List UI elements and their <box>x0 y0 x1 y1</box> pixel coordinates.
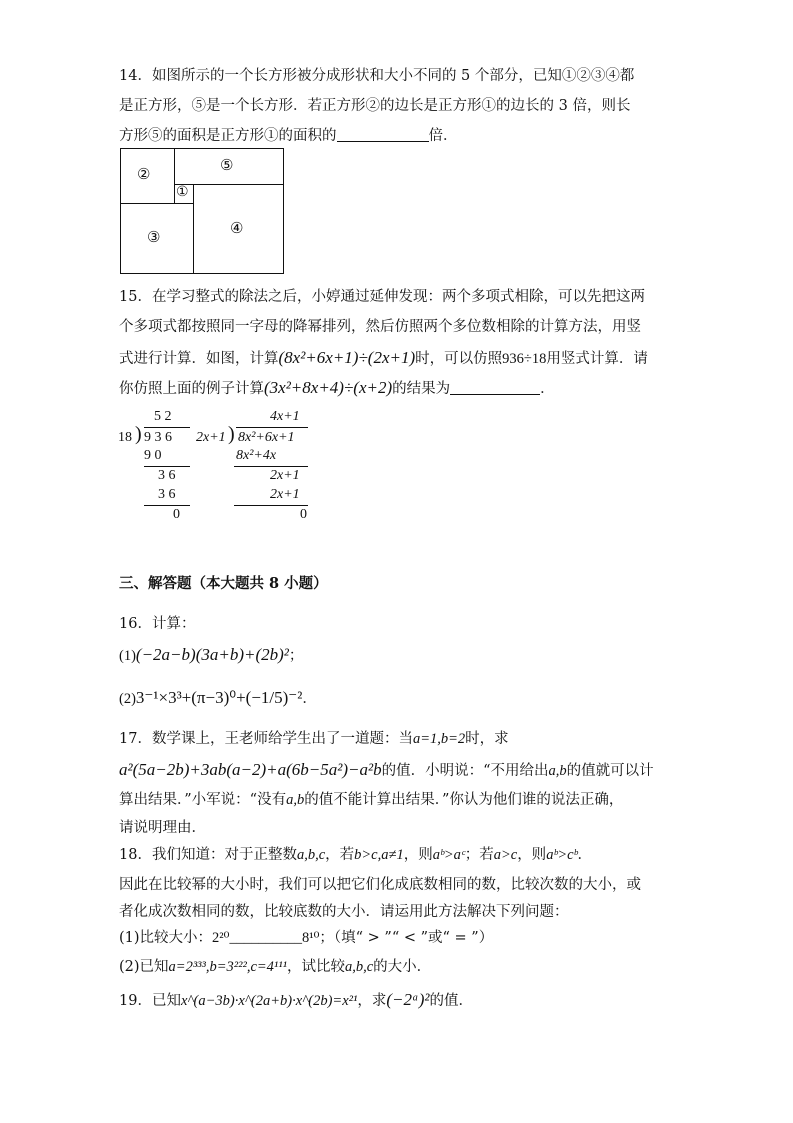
q19-text: 的值． <box>429 993 473 1009</box>
div-num-dividend: 9 3 6 <box>144 430 172 445</box>
label-5: ⑤ <box>220 156 234 174</box>
q15-expression: (8x²+6x+1)÷(2x+1) <box>278 348 416 367</box>
q15-text: 的结果为 <box>392 381 451 397</box>
q15-text: 用竖式计算．请 <box>546 351 648 367</box>
q18-part-2 <box>119 957 431 977</box>
q15-task-expression: (3x²+8x+4)÷(x+2) <box>264 378 393 397</box>
q17-line-3 <box>119 790 623 810</box>
division-bracket: ) <box>135 423 142 445</box>
div-num-quotient: 5 2 <box>154 409 172 424</box>
div-poly-quotient: 4x+1 <box>270 409 300 424</box>
q17-text: 的值．小明说：“不用给出 <box>381 763 549 779</box>
q18-line-2: 因此在比较幂的大小时，我们可以把它们化成底数相同的数，比较次数的大小，或 <box>119 877 641 893</box>
q18-condition: b>c,a≠1 <box>354 847 404 863</box>
q18-variables: a,b,c <box>344 959 374 975</box>
q17-line-4: 请说明理由． <box>119 820 206 836</box>
q15-text: 时，可以仿照 <box>415 351 503 367</box>
q18-text: (2)已知 <box>119 959 169 975</box>
div-poly-divisor: 2x+1 <box>196 430 226 445</box>
q14-text: 方形⑤的面积是正方形①的面积的 <box>119 128 337 144</box>
q18-power-left: 2²⁰ <box>212 930 230 946</box>
q17-text: 的值就可以计 <box>566 763 654 779</box>
q18-line-1 <box>119 845 592 865</box>
q18-text: ，若 <box>325 847 355 863</box>
q15-line-1: 15．在学习整式的除法之后，小婷通过延伸发现：两个多项式相除，可以先把这两 <box>119 289 645 305</box>
section-heading: 三、解答题（本大题共 8 小题） <box>119 575 328 592</box>
punct: ； <box>288 648 304 664</box>
q18-result: aᵇ>aᶜ <box>432 847 465 863</box>
div-poly-remainder2: 0 <box>300 507 307 522</box>
q18-definitions: a=2³³³,b=3²²²,c=4¹¹¹ <box>168 959 287 975</box>
long-division-figure <box>118 406 318 524</box>
q14-line-1: 14．如图所示的一个长方形被分成形状和大小不同的 5 个部分，已知①②③④都 <box>119 68 635 84</box>
q14-line-3 <box>119 126 458 146</box>
q18-condition: a>c <box>493 847 518 863</box>
division-bar <box>144 427 190 428</box>
label-4: ④ <box>230 219 244 237</box>
q18-line-3: 者化成次数相同的数，比较底数的大小．请运用此方法解决下列问题： <box>119 904 569 920</box>
part-label: (2) <box>119 691 136 707</box>
answer-blank: __________ <box>229 930 302 946</box>
q18-text: ，试比较 <box>286 959 345 975</box>
q19-line <box>119 990 473 1011</box>
part-label: (1) <box>119 648 136 664</box>
div-num-divisor: 18 <box>118 430 132 445</box>
q18-text: ，则 <box>517 847 547 863</box>
q17-line-1 <box>119 729 509 749</box>
q18-text: 18．我们知道：对于正整数 <box>119 847 297 863</box>
div-poly-dividend: 8x²+6x+1 <box>238 430 295 445</box>
q18-text: 的大小． <box>373 959 432 975</box>
q17-text: 算出结果．”小军说：“没有 <box>119 792 287 808</box>
q15-text-end: ． <box>540 381 555 397</box>
q15-line-2: 个多项式都按照同一字母的降幂排列，然后仿照两个多位数相除的计算方法，用竖 <box>119 319 641 335</box>
q18-text: ；若 <box>464 847 494 863</box>
q14-text-end: 倍． <box>428 128 458 144</box>
q15-text: 式进行计算．如图，计算 <box>119 351 279 367</box>
q18-text: ；（填“ > ”“ < ”或“ = ”） <box>319 930 494 946</box>
q15-line-3 <box>119 348 648 369</box>
q18-result: aᵇ>cᵇ <box>546 847 578 863</box>
q16-expression-1: (−2a−b)(3a+b)+(2b)² <box>135 645 289 664</box>
q16-title: 16．计算： <box>119 616 196 632</box>
div-poly-step1: 8x²+4x <box>236 448 277 463</box>
q17-variables: a,b <box>286 792 305 808</box>
q17-text: 17．数学课上，王老师给学生出了一道题：当 <box>119 731 413 747</box>
q17-condition: a=1,b=2 <box>412 731 466 747</box>
q18-power-right: 8¹⁰ <box>301 930 320 946</box>
q18-variables: a,b,c <box>296 847 326 863</box>
label-1: ① <box>176 184 189 200</box>
division-bracket: ) <box>228 423 235 445</box>
rectangle-partition-figure <box>120 148 284 274</box>
q16-part-2 <box>119 688 317 709</box>
div-num-remainder2: 0 <box>173 507 180 522</box>
q19-text: ，求 <box>357 993 387 1009</box>
q16-expression-2: 3⁻¹×3³+(π−3)⁰+(−1/5)⁻² <box>135 688 303 707</box>
label-2: ② <box>137 165 151 183</box>
q18-text: (1)比较大小： <box>119 930 213 946</box>
q15-line-4 <box>119 378 555 399</box>
q17-text: 时，求 <box>465 731 509 747</box>
step-rule <box>144 505 190 506</box>
q19-equation: x^(a−3b)·x^(2a+b)·x^(2b)=x²¹ <box>180 993 358 1009</box>
answer-blank <box>337 141 429 142</box>
q19-target-expression: (−2ᵃ)² <box>386 990 430 1009</box>
division-bar <box>236 427 308 428</box>
div-num-remainder1: 3 6 <box>158 468 176 483</box>
q19-text: 19．已知 <box>119 993 181 1009</box>
div-num-step1: 9 0 <box>144 448 162 463</box>
q18-text: ，则 <box>403 847 433 863</box>
step-rule <box>234 505 308 506</box>
label-3: ③ <box>147 228 161 246</box>
div-num-step2: 3 6 <box>158 487 176 502</box>
q15-number-expression: 936÷18 <box>502 351 547 367</box>
answer-blank <box>450 394 540 395</box>
q16-part-1 <box>119 645 303 666</box>
div-poly-remainder1: 2x+1 <box>270 468 300 483</box>
q17-expression: a²(5a−2b)+3ab(a−2)+a(6b−5a²)−a²b <box>119 760 382 779</box>
q18-part-1 <box>119 928 493 948</box>
q17-variables: a,b <box>548 763 567 779</box>
q18-text: ． <box>577 847 592 863</box>
div-poly-step2: 2x+1 <box>270 487 300 502</box>
q17-text: 的值不能计算出结果．”你认为他们谁的说法正确， <box>304 792 624 808</box>
punct: ． <box>302 691 317 707</box>
q17-line-2 <box>119 760 654 781</box>
q14-line-2: 是正方形，⑤是一个长方形．若正方形②的边长是正方形①的边长的 3 倍，则长 <box>119 98 631 114</box>
q15-text: 你仿照上面的例子计算 <box>119 381 264 397</box>
